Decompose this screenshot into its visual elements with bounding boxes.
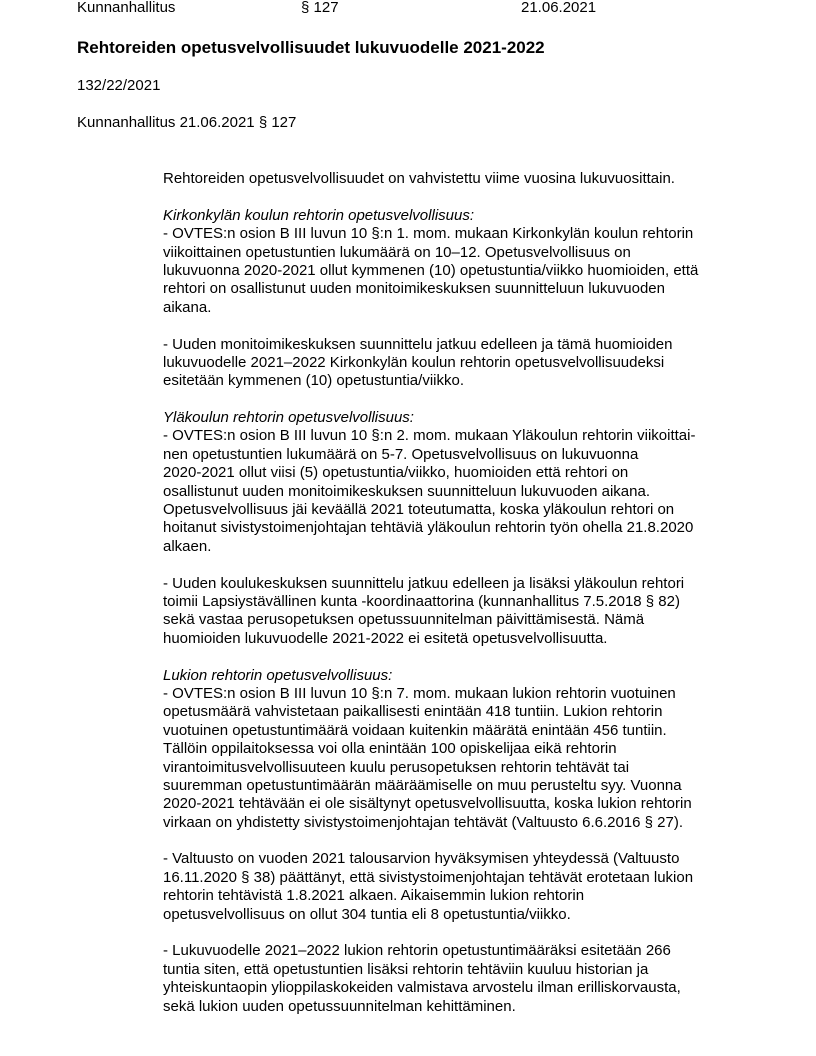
text-line: virkaan on yhdistetty sivistystoimenjohtajan tehtävät (Valtuusto 6.6.2016 § 27). <box>163 813 684 831</box>
header-date: 21.06.2021 <box>521 0 597 16</box>
ylakoulu-paragraph-1 <box>163 427 743 556</box>
meeting-reference: Kunnanhallitus 21.06.2021 § 127 <box>77 114 297 131</box>
text-line: 2020-2021 ollut viisi (5) opetustuntia/viikko, huomioiden että rehtori on <box>163 464 629 482</box>
text-line: opetusmäärä vahvistetaan paikallisesti enintään 418 tuntiin. Lukion rehtorin <box>163 703 663 721</box>
intro-paragraph <box>163 170 743 188</box>
text-line: sekä vastaa perusopetuksen opetussuunnitelman päivittämisestä. Nämä <box>163 611 645 629</box>
text-line: 16.11.2020 § 38) päättänyt, että sivistystoimenjohtajan tehtävät erotetaan lukion <box>163 868 694 886</box>
lukio-heading: Lukion rehtorin opetusvelvollisuus: <box>163 666 393 684</box>
text-line: lukuvuonna 2020-2021 ollut kymmenen (10) opetustuntia/viikko huomioiden, että <box>163 261 699 279</box>
text-line: nen opetustuntien lukumäärä on 5-7. Opetusvelvollisuus on lukuvuonna <box>163 445 639 463</box>
text-line: viikoittainen opetustuntien lukumäärä on 10–12. Opetusvelvollisuus on <box>163 243 631 261</box>
text-line: - Lukuvuodelle 2021–2022 lukion rehtorin opetustuntimääräksi esitetään 266 <box>163 942 671 960</box>
text-line: - OVTES:n osion B III luvun 10 §:n 1. mom. mukaan Kirkonkylän koulun rehtorin <box>163 225 694 243</box>
text-line: huomioiden lukuvuodelle 2021-2022 ei esitetä opetusvelvollisuutta. <box>163 629 608 647</box>
document-body <box>163 170 743 1034</box>
kirkonkyla-heading: Kirkonkylän koulun rehtorin opetusvelvollisuus: <box>163 206 475 224</box>
text-line: sekä lukion uuden opetussuunnitelman kehittäminen. <box>163 997 516 1015</box>
text-line: virantoimitusvelvollisuuteen kuulu perusopetuksen rehtorin tehtävät tai <box>163 758 630 776</box>
text-line: Rehtoreiden opetusvelvollisuudet on vahvistettu viime vuosina lukuvuosittain. <box>163 170 675 187</box>
text-line: 2020-2021 tehtävään ei ole sisältynyt opetusvelvollisuutta, koska lukion rehtorin <box>163 795 692 813</box>
text-line: toimii Lapsiystävällinen kunta -koordinaattorina (kunnanhallitus 7.5.2018 § 82) <box>163 592 680 610</box>
text-line: hoitanut sivistystoimenjohtajan tehtäviä yläkoulun rehtorin työn ohella 21.8.2020 <box>163 519 694 537</box>
document-title: Rehtoreiden opetusvelvollisuudet lukuvuodelle 2021-2022 <box>77 38 545 57</box>
text-line: esitetään kymmenen (10) opetustuntia/viikko. <box>163 372 464 390</box>
kirkonkyla-paragraph-1 <box>163 225 743 317</box>
text-line: lukuvuodelle 2021–2022 Kirkonkylän koulun rehtorin opetusvelvollisuudeksi <box>163 353 665 371</box>
text-line: - OVTES:n osion B III luvun 10 §:n 2. mom. mukaan Yläkoulun rehtorin viikoittai- <box>163 427 696 445</box>
text-line: opetusvelvollisuus on ollut 304 tuntia eli 8 opetustuntia/viikko. <box>163 905 571 923</box>
text-line: tuntia siten, että opetustuntien lisäksi rehtorin tehtäviin kuuluu historian ja <box>163 960 649 978</box>
text-line: - Valtuusto on vuoden 2021 talousarvion hyväksymisen yhteydessä (Valtuusto <box>163 850 680 868</box>
text-line: alkaen. <box>163 537 212 555</box>
text-line: suuremman opetustuntimäärän määräämiselle on muu perusteltu syy. Vuonna <box>163 776 682 794</box>
lukio-paragraph-2 <box>163 850 743 924</box>
diary-number: 132/22/2021 <box>77 77 161 94</box>
text-line: osallistunut uuden monitoimikeskuksen suunnitteluun lukuvuoden aikana. <box>163 482 650 500</box>
text-line: aikana. <box>163 298 212 316</box>
text-line: - Uuden monitoimikeskuksen suunnittelu jatkuu edelleen ja tämä huomioiden <box>163 335 673 353</box>
lukio-paragraph-1 <box>163 685 743 832</box>
text-line: Opetusvelvollisuus jäi keväällä 2021 toteutumatta, koska yläkoulun rehtori on <box>163 501 675 519</box>
text-line: - OVTES:n osion B III luvun 10 §:n 7. mom. mukaan lukion rehtorin vuotuinen <box>163 684 676 702</box>
lukio-section <box>163 667 743 833</box>
header-body: Kunnanhallitus <box>77 0 176 16</box>
text-line: rehtorin tehtävistä 1.8.2021 alkaen. Aikaisemmin lukion rehtorin <box>163 887 585 905</box>
ylakoulu-paragraph-2 <box>163 575 743 649</box>
kirkonkyla-paragraph-2 <box>163 336 743 391</box>
text-line: vuotuinen opetustuntimäärä voidaan kuitenkin määrätä enintään 456 tuntiin. <box>163 721 667 739</box>
ylakoulu-heading: Yläkoulun rehtorin opetusvelvollisuus: <box>163 409 414 427</box>
text-line: rehtori on osallistunut uuden monitoimikeskuksen suunnitteluun lukuvuoden <box>163 280 665 298</box>
kirkonkyla-section <box>163 207 743 317</box>
ylakoulu-section <box>163 409 743 556</box>
text-line: yhteiskuntaopin ylioppilaskokeiden valmistava arvostelu ilman erilliskorvausta, <box>163 979 681 997</box>
header-section: § 127 <box>301 0 339 16</box>
lukio-paragraph-3 <box>163 942 743 1016</box>
text-line: - Uuden koulukeskuksen suunnittelu jatkuu edelleen ja lisäksi yläkoulun rehtori <box>163 574 685 592</box>
text-line: Tällöin oppilaitoksessa voi olla enintään 100 opiskelijaa eikä rehtorin <box>163 740 617 758</box>
